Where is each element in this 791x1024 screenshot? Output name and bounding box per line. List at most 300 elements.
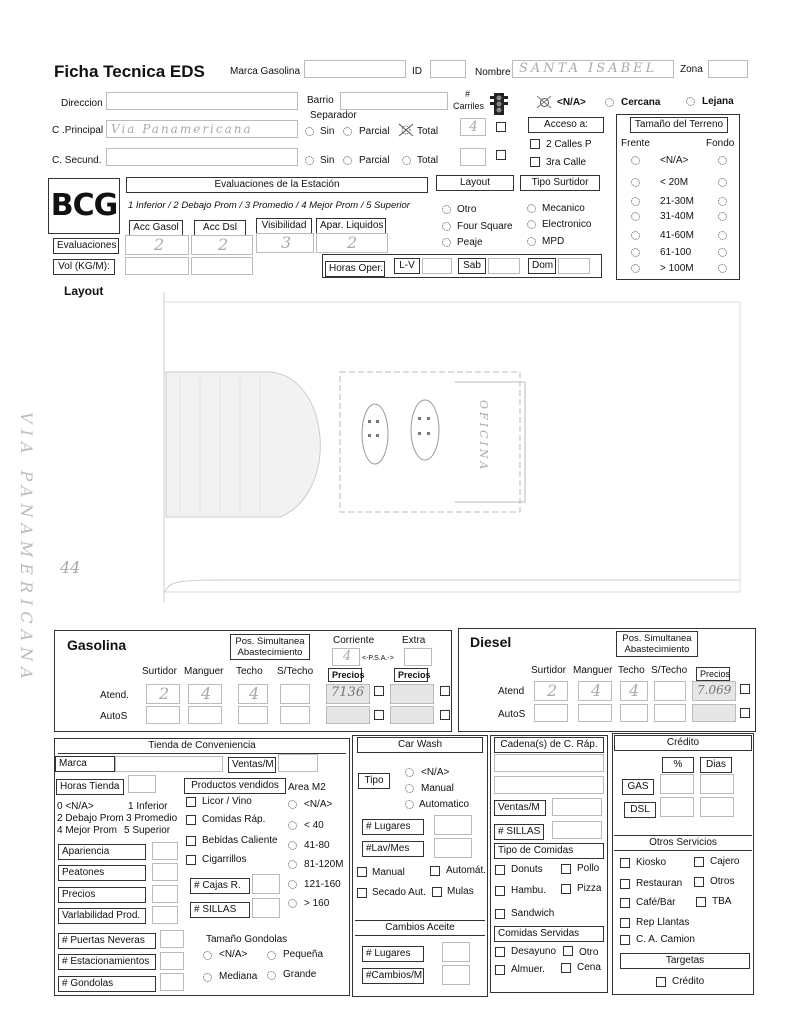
gas-precio-corriente-value: 7136 [331,685,365,700]
scale-4: 4 Mejor Prom [57,825,118,836]
cajero-label: Cajero [710,856,740,867]
fondo-radio-4[interactable] [718,231,727,240]
area-160-label: 121-160 [304,879,341,890]
frente-radio-6[interactable] [631,264,640,273]
surtidor-mecanico-label: Mecanico [542,203,585,214]
otros-checkbox[interactable] [694,877,704,887]
cw-manual-label: Manual [421,783,454,794]
terreno-option-2: 21-30M [660,196,694,207]
cadena-title: Cadena(s) de C. Ráp. [494,737,604,753]
otros-servicios-title: Otros Servicios [614,835,752,851]
cajas-field[interactable] [252,874,280,894]
fondo-radio-2[interactable] [718,197,727,206]
cw-manual-chk-label: Manual [372,867,405,878]
cw-lugares-label: # Lugares [362,819,424,835]
area-gt160-label: > 160 [304,898,330,909]
id-field[interactable] [430,60,466,78]
lv-label: L-V [394,258,420,274]
gas-precio-corriente-field[interactable] [326,684,370,704]
dsl-precio-field[interactable] [692,681,736,701]
sec-sin-radio[interactable] [305,156,314,165]
rep-llantas-checkbox[interactable] [620,918,630,928]
c-principal-label: C .Principal [52,125,104,136]
pollo-checkbox[interactable] [561,864,571,874]
area-na-label: <N/A> [304,799,333,810]
area-gt160-radio[interactable] [288,899,297,908]
cw-lav-field[interactable] [434,838,472,858]
sec-sin-label: Sin [320,155,335,166]
restauran-checkbox[interactable] [620,879,630,889]
layout-peaje-radio[interactable] [442,238,451,247]
frente-radio-0[interactable] [631,156,640,165]
horas-tienda-field[interactable] [128,775,156,793]
tercera-calle-checkbox[interactable] [530,157,540,167]
estacionamientos-field[interactable] [160,952,184,970]
otro-label: Otro [579,947,599,958]
layout-four-radio[interactable] [442,222,451,231]
carwash-title: Car Wash [357,737,483,753]
cw-mulas-label: Mulas [447,886,474,897]
gasolina-title: Gasolina [67,637,127,653]
surtidor-mpd-label: MPD [542,236,565,247]
calles-p-label: 2 Calles P [546,139,592,150]
fondo-radio-1[interactable] [718,178,727,187]
dsl-autos-stecho[interactable] [654,704,686,722]
direccion-field[interactable] [106,92,298,110]
targetas-title: Targetas [620,953,750,969]
c-principal-field[interactable] [106,120,298,138]
scale-3: 3 Promedio [126,813,178,824]
sep-parcial-label: Parcial [359,126,390,137]
horas-label: Horas Oper. [325,261,385,277]
gas-autos-stecho[interactable] [280,706,310,724]
tienda-ventas-field[interactable] [278,754,318,772]
layout-otro-radio[interactable] [442,205,451,214]
fondo-radio-6[interactable] [718,264,727,273]
dsl-atend-manguer[interactable] [578,681,612,701]
gas-surtidor-label: Surtidor [142,666,178,677]
credito-title: Crédito [614,735,752,751]
zona-field[interactable] [708,60,748,78]
layout-title: Layout [64,284,104,298]
cercana-label: Cercana [621,97,661,108]
peatones-label: Peatones [58,865,146,881]
surtidor-mecanico-radio[interactable] [527,204,536,213]
cigarrillos-checkbox[interactable] [186,855,196,865]
dsl-surtidor-label: Surtidor [531,665,567,676]
sab-field[interactable] [488,258,520,274]
precios-label: Precios [58,887,146,903]
cw-automat-checkbox[interactable] [430,866,440,876]
tipo-comidas-title: Tipo de Comidas [494,843,604,859]
sandwich-label: Sandwich [511,908,555,919]
vol-gasol-field[interactable] [125,257,189,275]
cadena-ventas-field[interactable] [552,798,602,816]
surtidor-electronico-radio[interactable] [527,220,536,229]
dsl-autos-label: AutoS [498,709,526,720]
tamano-label: Tamaño Gondolas [206,934,288,945]
apariencia-label: Apariencia [58,844,146,860]
dsl-atend-techo-value: 4 [629,681,640,700]
na-label: <N/A> [557,97,586,108]
scale-5: 5 Superior [124,825,171,836]
diesel-pos-sim-1: Pos. Simultanea [622,633,692,644]
cigarrillos-label: Cigarrillos [202,854,247,865]
dsl-autos-precio[interactable] [692,704,736,722]
barrio-label: Barrio [307,95,334,106]
marks-handwriting: 44 [60,558,81,577]
carriles-value: 4 [469,119,478,135]
cadena-name-field-2[interactable] [494,776,604,794]
credito-chk-label: Crédito [672,976,705,987]
dsl-atend-stecho[interactable] [654,681,686,701]
tba-checkbox[interactable] [696,897,706,907]
tam-pequena-radio[interactable] [267,951,276,960]
tam-na-label: <N/A> [219,949,248,960]
area-40-label: < 40 [304,820,324,831]
cafe-bar-checkbox[interactable] [620,898,630,908]
dsl-atend-label: Atend [498,686,525,697]
gas-autos-surtidor[interactable] [146,706,180,724]
sec-parcial-label: Parcial [359,155,390,166]
gas-autos-corriente-check[interactable] [374,710,384,720]
gas-autos-precio-corriente[interactable] [326,706,370,724]
gas-techo-label: Techo [236,666,263,677]
lejana-radio[interactable] [686,97,695,106]
comidas-label: Comidas Ráp. [202,814,266,825]
cercana-radio[interactable] [605,98,614,107]
tam-grande-label: Grande [283,969,317,980]
bebidas-checkbox[interactable] [186,836,196,846]
fondo-radio-3[interactable] [718,212,727,221]
apar-liquidos-value: 2 [347,233,358,252]
tba-label: TBA [712,896,732,907]
gas-autos-manguer[interactable] [188,706,222,724]
extra-field[interactable] [404,648,432,666]
sab-label: Sab [458,258,486,274]
evaluaciones-label: Evaluaciones [53,238,119,254]
sec-total-label: Total [417,155,439,166]
scale-2: 2 Debajo Prom [57,813,124,824]
separador-label: Separador [310,110,357,121]
cajas-label: # Cajas R. [190,878,250,894]
carriles-hash: # [465,89,471,99]
layout-drawing [40,282,750,627]
gas-precios-corriente-label: Precios [328,668,362,682]
dsl-atend-surtidor-value: 2 [547,681,558,700]
acc-dsl-value: 2 [218,235,229,254]
sec-total-radio[interactable] [402,156,411,165]
gondolas-label: # Gondolas [58,976,156,992]
dsl-pct-field[interactable] [660,797,694,817]
pizza-label: Pizza [577,883,602,894]
frente-radio-2[interactable] [631,197,640,206]
dsl-autos-check[interactable] [740,708,750,718]
productos-label: Productos vendidos [184,778,286,794]
sec-parcial-radio[interactable] [343,156,352,165]
lv-field[interactable] [422,258,452,274]
pollo-label: Pollo [577,863,600,874]
sandwich-checkbox[interactable] [495,909,505,919]
almuer-label: Almuer. [511,964,545,975]
office-handwriting: OFICINA [477,400,490,473]
carriles-label: Carriles [453,101,485,111]
page-title: Ficha Tecnica EDS [54,62,205,81]
otro-checkbox[interactable] [563,946,573,956]
gas-atend-surtidor[interactable] [146,684,180,704]
apar-liquidos-field[interactable] [316,233,388,253]
gas-autos-precio-extra[interactable] [390,706,434,724]
cw-mulas-checkbox[interactable] [432,887,442,897]
dsl-techo-label: Techo [618,665,645,676]
ca-camion-checkbox[interactable] [620,935,630,945]
bcg-logo: BCG [50,188,118,223]
sep-total-label: Total [417,126,439,137]
cw-manual-radio[interactable] [405,784,414,793]
peatones-field[interactable] [152,863,178,881]
surtidor-electronico-label: Electronico [542,219,592,230]
evaluaciones-scale: 1 Inferior / 2 Debajo Prom / 3 Promedio / 4 Mejor Prom / 5 Superior [128,200,410,211]
cadena-sillas-label: # SILLAS [494,824,544,840]
nombre-value: SANTA ISABEL [519,61,658,76]
fondo-radio-0[interactable] [718,156,727,165]
lejana-label: Lejana [702,96,734,107]
tam-mediana-radio[interactable] [203,973,212,982]
psa-label: <-P.S.A.-> [362,655,394,662]
cw-manual-checkbox[interactable] [357,867,367,877]
layout-button: Layout [436,175,514,191]
gondolas-field[interactable] [160,973,184,991]
dsl-credit-label: DSL [624,802,656,818]
traffic-light-icon [490,92,508,116]
bcg-logo-box [48,178,120,234]
acc-gasol-value: 2 [154,235,165,254]
carriles-field[interactable] [460,118,486,136]
cambios-lugares-label: # Lugares [362,946,424,962]
dsl-precio-value: 7.069 [697,683,732,697]
tam-grande-radio[interactable] [267,971,276,980]
bebidas-label: Bebidas Caliente [202,835,278,846]
hambu-label: Hambu. [511,885,547,896]
frente-radio-5[interactable] [631,248,640,257]
frente-radio-1[interactable] [631,178,640,187]
rep-llantas-label: Rep Llantas [636,917,690,928]
c-principal-value: Via Panamericana [111,122,253,136]
terreno-option-1: < 20M [660,177,689,188]
puertas-field[interactable] [160,930,184,948]
gas-precio-extra-field[interactable] [390,684,434,704]
road-handwriting: VIA PANAMERICANA [17,412,36,685]
dsl-precio-check[interactable] [740,684,750,694]
gas-autos-techo[interactable] [238,706,268,724]
c-secund-field[interactable] [106,148,298,166]
carriles-checkbox[interactable] [496,122,506,132]
nombre-field[interactable] [512,60,674,78]
gas-dias-field[interactable] [700,774,734,794]
area-160-radio[interactable] [288,880,297,889]
extra-label: Extra [402,635,426,646]
dsl-atend-techo[interactable] [620,681,648,701]
variabilidad-field[interactable] [152,906,178,924]
sillas-field[interactable] [252,898,280,918]
psa-value: 4 [343,649,352,664]
calles-p-checkbox[interactable] [530,139,540,149]
corriente-label: Corriente [333,635,375,646]
gas-atend-manguer[interactable] [188,684,222,704]
tam-na-radio[interactable] [203,951,212,960]
cambios-lugares-field[interactable] [442,942,470,962]
diesel-pos-sim-2: Abastecimiento [624,644,690,655]
gas-manguer-label: Manguer [184,666,224,677]
comidas-checkbox[interactable] [186,815,196,825]
hambu-checkbox[interactable] [495,886,505,896]
gas-atend-label: Atend. [100,690,129,701]
dsl-atend-surtidor[interactable] [534,681,568,701]
comidas-servidas-title: Comidas Servidas [494,926,604,942]
diesel-title: Diesel [470,634,512,650]
scale-0: 0 <N/A> [57,801,94,812]
pizza-checkbox[interactable] [561,884,571,894]
dsl-dias-field[interactable] [700,797,734,817]
otros-label: Otros [710,876,735,887]
frente-radio-3[interactable] [631,212,640,221]
cadena-ventas-label: Ventas/M [494,800,546,816]
cambios-m-field[interactable] [442,965,470,985]
tipo-surtidor-button: Tipo Surtidor [520,175,600,191]
cadena-sillas-field[interactable] [552,821,602,839]
visibilidad-field[interactable] [256,233,314,253]
tienda-marca-label: Marca [55,756,115,772]
almuer-checkbox[interactable] [495,965,505,975]
terreno-option-0: <N/A> [660,155,689,166]
area-80-radio[interactable] [288,841,297,850]
kiosko-checkbox[interactable] [620,858,630,868]
dias-label: Dias [700,757,732,773]
area-120-radio[interactable] [288,860,297,869]
cw-secado-checkbox[interactable] [357,888,367,898]
carwash-tipo-label: Tipo [358,773,390,789]
licor-checkbox[interactable] [186,797,196,807]
dom-field[interactable] [558,258,590,274]
sep-sin-label: Sin [320,126,335,137]
tienda-ventas-label: Ventas/M [228,757,276,773]
direccion-label: Direccion [61,98,103,109]
barrio-field[interactable] [340,92,448,110]
puertas-label: # Puertas Neveras [58,933,156,949]
cw-lav-label: #Lav/Mes [362,841,424,857]
frente-label: Frente [621,138,650,149]
sep-sin-radio[interactable] [305,127,314,136]
area-80-label: 41-80 [304,840,330,851]
apar-liquidos-header: Apar. Liquidos [316,218,386,234]
cadena-name-field-1[interactable] [494,754,604,772]
pct-label: % [662,757,694,773]
gas-atend-surtidor-value: 2 [159,684,170,703]
desayuno-checkbox[interactable] [495,947,505,957]
cw-automat-label: Automát. [446,865,487,876]
gas-atend-stecho[interactable] [280,684,310,704]
acc-gasol-field[interactable] [125,235,189,255]
zona-label: Zona [680,64,703,75]
area-label: Area M2 [288,782,326,793]
terreno-option-6: > 100M [660,263,694,274]
vol-dsl-field[interactable] [191,257,253,275]
visibilidad-value: 3 [281,233,292,252]
cena-checkbox[interactable] [561,963,571,973]
apariencia-field[interactable] [152,842,178,860]
vol-label: Vol (KG/M): [53,259,115,275]
area-120-label: 81-120M [304,859,344,870]
precios-field[interactable] [152,885,178,903]
gas-autos-label: AutoS [100,711,128,722]
donuts-label: Donuts [511,864,543,875]
cajero-checkbox[interactable] [694,857,704,867]
sep-parcial-radio[interactable] [343,127,352,136]
acc-dsl-field[interactable] [191,235,253,255]
psa-field[interactable] [332,648,360,666]
desayuno-label: Desayuno [511,946,557,957]
gas-precio-extra-check[interactable] [440,686,450,696]
marca-gasolina-field[interactable] [304,60,406,78]
dsl-autos-techo[interactable] [620,704,648,722]
fondo-label: Fondo [706,138,735,149]
frente-radio-4[interactable] [631,231,640,240]
cw-auto-radio[interactable] [405,800,414,809]
dsl-autos-surtidor[interactable] [534,704,568,722]
kiosko-label: Kiosko [636,857,667,868]
layout-four-label: Four Square [457,221,513,232]
tam-pequena-label: Pequeña [283,949,324,960]
gasolina-pos-sim-2: Abastecimiento [237,647,303,658]
cw-lugares-field[interactable] [434,815,472,835]
area-40-radio[interactable] [288,821,297,830]
gasolina-pos-sim-1: Pos. Simultanea [235,636,305,647]
dsl-autos-manguer[interactable] [578,704,612,722]
gas-stecho-label: S/Techo [277,666,314,677]
gas-autos-extra-check[interactable] [440,710,450,720]
tienda-title: Tienda de Conveniencia [58,739,346,754]
cw-secado-label: Secado Aut. [372,887,426,898]
gas-precios-extra-label: Precios [394,668,428,682]
gas-precio-corriente-check[interactable] [374,686,384,696]
acc-dsl-header: Acc Dsl [194,220,246,236]
tam-mediana-label: Mediana [219,971,258,982]
gas-atend-manguer-value: 4 [201,684,212,703]
layout-otro-label: Otro [457,204,477,215]
fondo-radio-5[interactable] [718,248,727,257]
credito-checkbox[interactable] [656,977,666,987]
area-na-radio[interactable] [288,800,297,809]
dsl-precios-label: Precios [696,667,730,681]
carriles-sec-checkbox[interactable] [496,150,506,160]
scale-1: 1 Inferior [128,801,168,812]
visibilidad-header: Visibilidad [256,218,312,234]
donuts-checkbox[interactable] [495,865,505,875]
cw-na-radio[interactable] [405,768,414,777]
tienda-marca-field[interactable] [115,756,223,772]
carriles-sec-field[interactable] [460,148,486,166]
gas-pct-field[interactable] [660,774,694,794]
cw-na-label: <N/A> [421,767,450,778]
restauran-label: Restauran [636,878,683,889]
dsl-stecho-label: S/Techo [651,665,688,676]
gas-atend-techo[interactable] [238,684,268,704]
cambios-title: Cambios Aceite [355,920,485,936]
surtidor-mpd-radio[interactable] [527,237,536,246]
acc-gasol-header: Acc Gasol [129,220,183,236]
total-checked-icon[interactable] [398,122,414,138]
cambios-m-label: #Cambios/M [362,968,424,984]
